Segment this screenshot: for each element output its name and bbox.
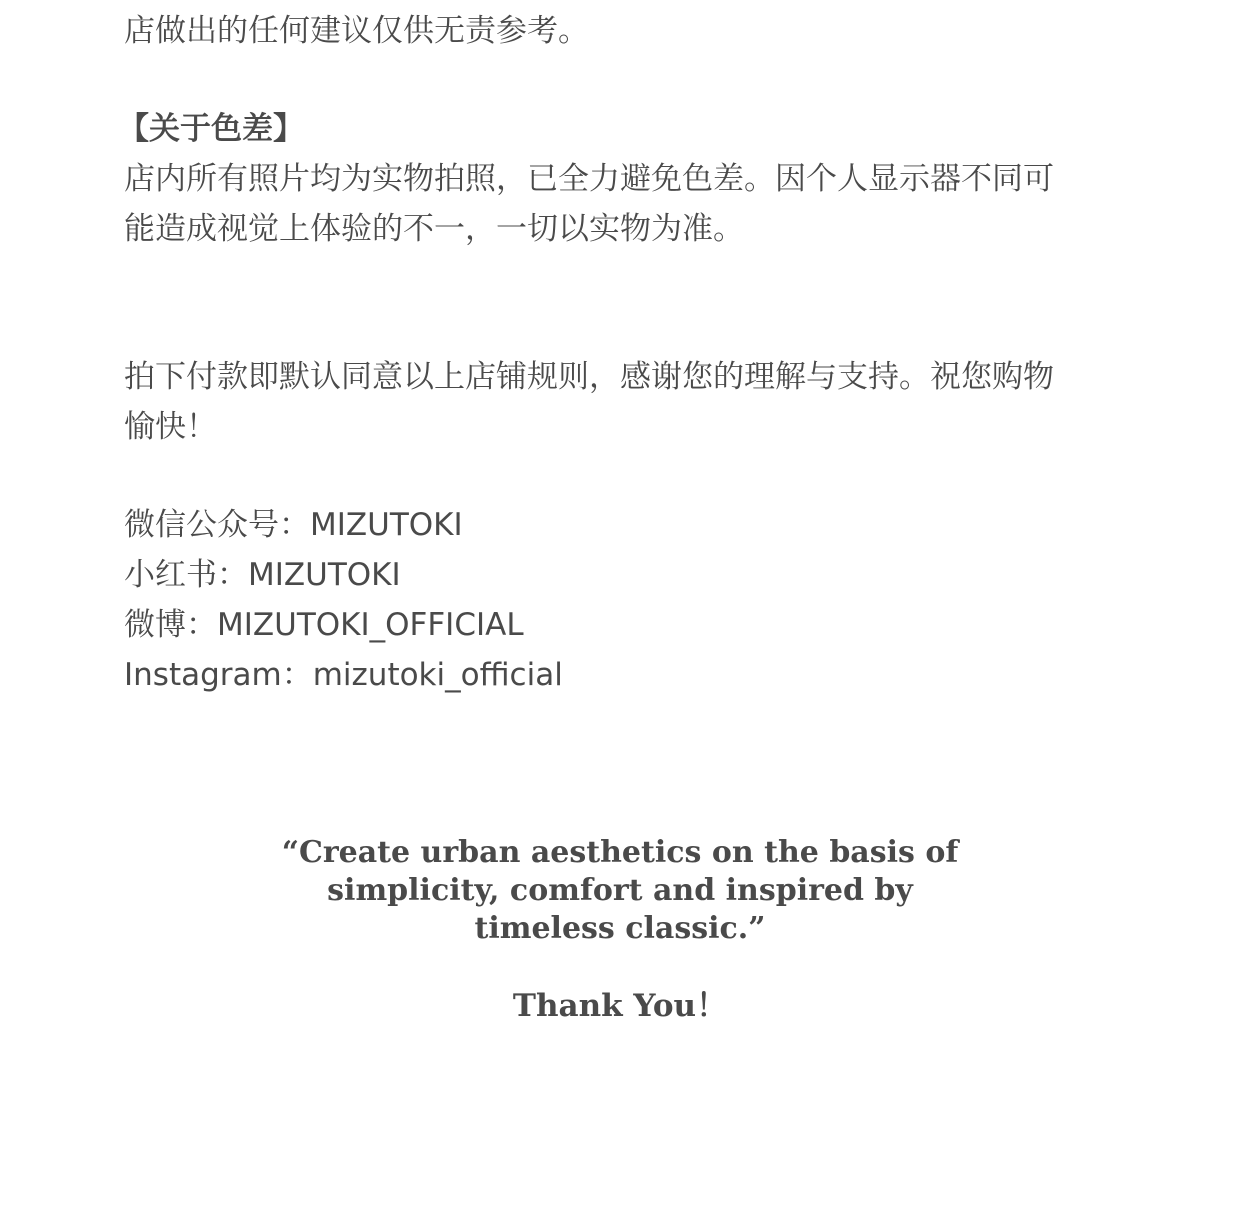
xiaohongshu-account: 小红书：MIZUTOKI	[124, 557, 401, 593]
agreement-line-1: 拍下付款即默认同意以上店铺规则，感谢您的理解与支持。祝您购物	[124, 359, 1054, 395]
color-difference-line-2: 能造成视觉上体验的不一，一切以实物为准。	[124, 211, 744, 247]
instagram-account: Instagram：mizutoki_official	[124, 657, 563, 693]
brand-quote-line-1: “Create urban aesthetics on the basis of	[281, 835, 959, 870]
color-difference-heading: 【关于色差】	[118, 111, 304, 147]
brand-quote-line-3: timeless classic.”	[474, 911, 766, 946]
brand-quote-line-2: simplicity, comfort and inspired by	[327, 873, 913, 908]
wechat-account: 微信公众号：MIZUTOKI	[124, 507, 463, 543]
brand-quote	[0, 834, 1240, 948]
weibo-account: 微博：MIZUTOKI_OFFICIAL	[124, 607, 524, 643]
thank-you-text: Thank You！	[512, 988, 728, 1024]
color-difference-line-1: 店内所有照片均为实物拍照，已全力避免色差。因个人显示器不同可	[124, 161, 1054, 197]
thank-you-block	[0, 986, 1240, 1026]
agreement-line-2: 愉快！	[124, 409, 217, 445]
advice-disclaimer-tail: 店做出的任何建议仅供无责参考。	[124, 13, 589, 49]
